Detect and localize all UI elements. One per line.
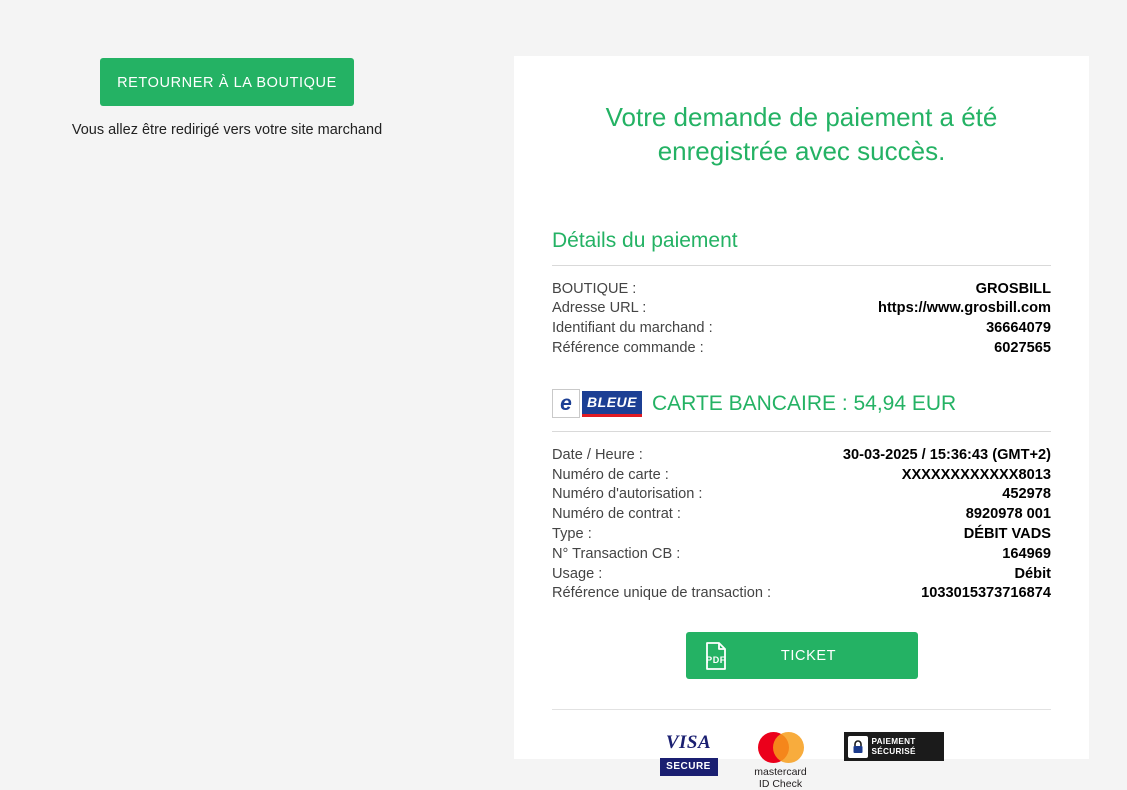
detail-value: Débit xyxy=(1014,565,1051,582)
detail-key: Numéro d'autorisation : xyxy=(552,486,703,503)
detail-key: Référence unique de transaction : xyxy=(552,585,772,602)
card-brand-row xyxy=(552,359,1051,419)
detail-row xyxy=(552,466,1051,486)
detail-key: BOUTIQUE : xyxy=(552,280,637,297)
download-ticket-button[interactable] xyxy=(686,632,918,679)
section-divider xyxy=(552,265,1051,266)
shop-details-list xyxy=(552,280,1051,359)
redirect-note: Vous allez être redirigé vers votre site marchand xyxy=(71,122,383,138)
detail-row xyxy=(552,545,1051,565)
detail-key: Usage : xyxy=(552,565,603,582)
detail-value: 164969 xyxy=(1002,545,1051,562)
payment-logos xyxy=(552,710,1051,790)
detail-row xyxy=(552,280,1051,300)
left-column xyxy=(0,0,454,138)
detail-value: DÉBIT VADS xyxy=(963,526,1051,542)
detail-row xyxy=(552,565,1051,585)
payment-receipt-card xyxy=(514,56,1089,790)
mastercard-circles-icon xyxy=(750,732,812,763)
brand-divider xyxy=(552,431,1051,432)
detail-row xyxy=(552,584,1051,604)
page-title: Votre demande de paiement a été enregistrée avec succès. xyxy=(605,102,998,167)
detail-value: 1033015373716874 xyxy=(921,585,1051,602)
payment-details-heading: Détails du paiement xyxy=(552,228,738,252)
e-bleue-logo-icon xyxy=(552,389,642,419)
detail-value: 36664079 xyxy=(986,320,1051,337)
detail-row xyxy=(552,299,1051,319)
svg-text:PDF: PDF xyxy=(705,654,726,665)
detail-value: 452978 xyxy=(1002,486,1051,503)
detail-value: 8920978 001 xyxy=(965,506,1051,523)
detail-row xyxy=(552,525,1051,545)
mastercard-idcheck-label: ID Check xyxy=(758,778,803,790)
detail-key: Adresse URL : xyxy=(552,300,647,317)
detail-row xyxy=(552,446,1051,466)
detail-row xyxy=(552,485,1051,505)
visa-secure-label: SECURE xyxy=(660,758,718,776)
detail-key: Identifiant du marchand : xyxy=(552,320,713,337)
secure-line-1: PAIEMENT xyxy=(871,736,916,746)
detail-value: 30-03-2025 / 15:36:43 (GMT+2) xyxy=(842,446,1051,463)
detail-row xyxy=(552,339,1051,359)
detail-row xyxy=(552,319,1051,339)
detail-value: XXXXXXXXXXXX8013 xyxy=(901,466,1051,483)
pdf-document-icon xyxy=(704,642,728,670)
detail-value: 6027565 xyxy=(994,340,1051,357)
detail-key: Numéro de carte : xyxy=(552,466,669,483)
visa-secure-logo-icon xyxy=(660,732,718,776)
detail-key: Type : xyxy=(552,526,592,542)
detail-value: https://www.grosbill.com xyxy=(878,300,1051,317)
mastercard-wordmark: mastercard xyxy=(754,766,807,779)
detail-key: Date / Heure : xyxy=(552,446,643,463)
secure-line-2: SÉCURISÉ xyxy=(871,746,916,756)
detail-key: Référence commande : xyxy=(552,340,704,357)
mastercard-idcheck-logo-icon xyxy=(750,732,812,790)
e-bleue-word: BLEUE xyxy=(582,391,642,417)
detail-row xyxy=(552,505,1051,525)
lock-icon xyxy=(848,736,868,758)
detail-key: Numéro de contrat : xyxy=(552,506,681,523)
detail-value: GROSBILL xyxy=(975,280,1051,297)
return-to-shop-button[interactable]: RETOURNER À LA BOUTIQUE xyxy=(100,58,354,106)
paiement-securise-text xyxy=(872,737,916,757)
card-brand-amount: CARTE BANCAIRE : 54,94 EUR xyxy=(652,391,957,415)
e-bleue-letter: e xyxy=(552,389,580,418)
transaction-details-list xyxy=(552,446,1051,604)
detail-key: N° Transaction CB : xyxy=(552,545,681,562)
visa-wordmark: VISA xyxy=(665,732,712,754)
paiement-securise-logo-icon xyxy=(844,732,944,761)
ticket-button-wrap xyxy=(552,604,1051,679)
ticket-button-label: TICKET xyxy=(780,647,837,664)
